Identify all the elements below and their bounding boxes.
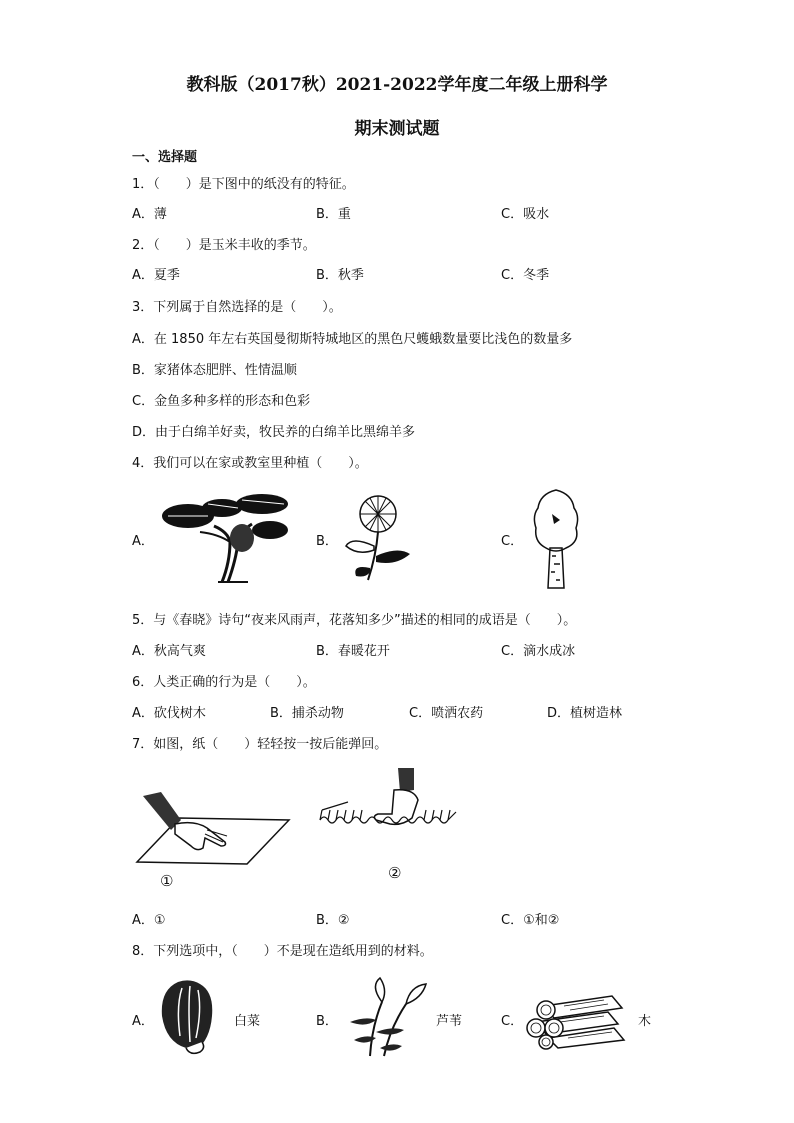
- question-4-option-a[interactable]: A．: [132, 534, 154, 549]
- question-1-stem: 1．（ ）是下图中的纸没有的特征。: [132, 177, 355, 192]
- page-title: 教科版（2017秋）2021-2022学年度二年级上册科学: [186, 75, 608, 95]
- question-5-stem: 5．与《春晓》诗句“夜来风雨声，花落知多少”描述的相同的成语是（ ）。: [132, 613, 577, 628]
- question-3-option-d[interactable]: D．由于白绵羊好卖，牧民养的白绵羊比黑绵羊多: [132, 425, 416, 440]
- logs-icon[interactable]: [524, 986, 628, 1050]
- hand-on-flat-paper-icon[interactable]: [135, 790, 291, 866]
- question-3-option-b[interactable]: B．家猪体态肥胖、性情温顺: [132, 363, 297, 378]
- question-1-option-a[interactable]: A．薄: [132, 207, 167, 222]
- option-b-caption: 芦苇: [436, 1014, 463, 1029]
- question-6-option-d[interactable]: D．植树造林: [547, 706, 623, 721]
- option-a-caption: 白菜: [234, 1014, 261, 1029]
- question-6-option-c[interactable]: C．喷洒农药: [409, 706, 484, 721]
- question-7-option-a[interactable]: A．①: [132, 913, 166, 928]
- question-5-option-b[interactable]: B．春暖花开: [316, 644, 390, 659]
- question-3-stem: 3．下列属于自然选择的是（ ）。: [132, 300, 342, 315]
- hand-on-corrugated-paper-icon[interactable]: [318, 766, 458, 862]
- reed-icon[interactable]: [340, 976, 432, 1058]
- question-7-option-b[interactable]: B．②: [316, 913, 350, 928]
- question-5-option-a[interactable]: A．秋高气爽: [132, 644, 206, 659]
- question-8-stem: 8．下列选项中，（ ）不是现在造纸用到的材料。: [132, 944, 433, 959]
- chrysanthemum-icon[interactable]: [338, 490, 418, 582]
- question-8-option-c[interactable]: C．: [501, 1014, 524, 1029]
- question-6-option-a[interactable]: A．砍伐树木: [132, 706, 206, 721]
- question-2-stem: 2．（ ）是玉米丰收的季节。: [132, 238, 316, 253]
- question-4-option-b[interactable]: B．: [316, 534, 338, 549]
- question-4-option-c[interactable]: C．: [501, 534, 524, 549]
- option-c-caption: 木: [638, 1014, 652, 1029]
- pine-tree-icon[interactable]: [158, 490, 294, 586]
- tree-icon[interactable]: [530, 486, 582, 590]
- question-1-option-c[interactable]: C．吸水: [501, 207, 550, 222]
- question-6-stem: 6．人类正确的行为是（ ）。: [132, 675, 316, 690]
- cabbage-icon[interactable]: [156, 976, 222, 1056]
- question-8-option-b[interactable]: B．: [316, 1014, 338, 1029]
- question-7-stem: 7．如图，纸（ ）轻轻按一按后能弹回。: [132, 737, 388, 752]
- question-6-option-b[interactable]: B．捕杀动物: [270, 706, 344, 721]
- question-1-option-b[interactable]: B．重: [316, 207, 351, 222]
- question-3-option-c[interactable]: C．金鱼多种多样的形态和色彩: [132, 394, 311, 409]
- question-7-option-c[interactable]: C．①和②: [501, 913, 560, 928]
- question-2-option-c[interactable]: C．冬季: [501, 268, 550, 283]
- question-2-option-a[interactable]: A．夏季: [132, 268, 180, 283]
- question-8-option-a[interactable]: A．: [132, 1014, 154, 1029]
- page-subtitle: 期末测试题: [354, 119, 440, 139]
- question-5-option-c[interactable]: C．滴水成冰: [501, 644, 576, 659]
- question-4-stem: 4．我们可以在家或教室里种植（ ）。: [132, 456, 368, 471]
- question-3-option-a[interactable]: A．在 1850 年左右英国曼彻斯特城地区的黑色尺蠖蛾数量要比浅色的数量多: [132, 332, 573, 347]
- question-2-option-b[interactable]: B．秋季: [316, 268, 364, 283]
- section-heading: 一、选择题: [132, 150, 198, 165]
- figure-label-1: ①: [160, 872, 174, 890]
- figure-label-2: ②: [388, 864, 402, 882]
